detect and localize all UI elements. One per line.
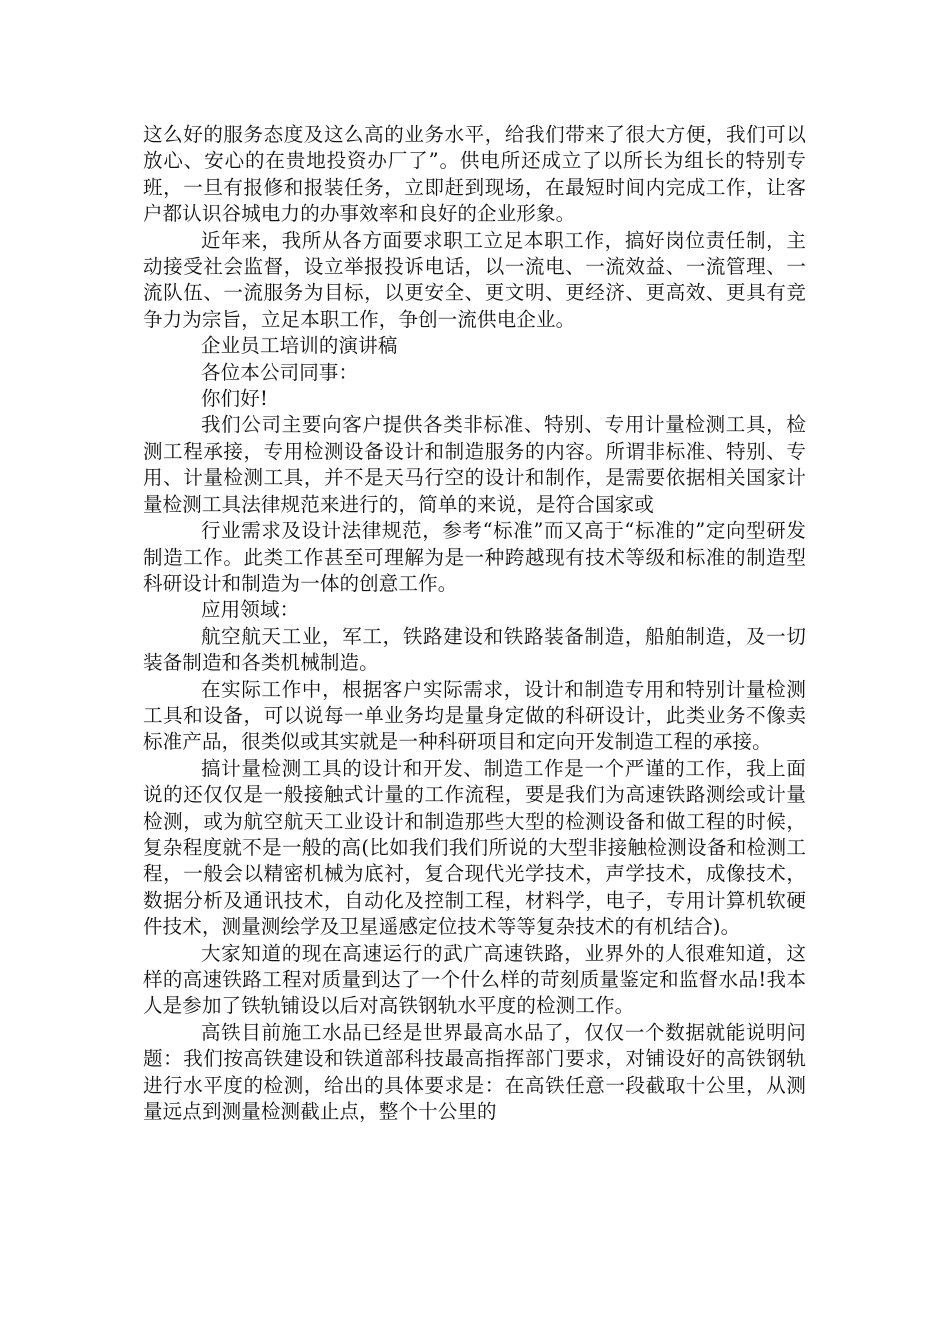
paragraph-actual-work: 在实际工作中，根据客户实际需求，设计和制造专用和特别计量检测工具和设备，可以说每一单业务均是量身定做的科研设计，此类业务不像卖标准产品，很类似或其实就是一种科研项目和定向开发制造工程的承接。 <box>143 677 806 754</box>
paragraph-high-speed-railway: 大家知道的现在高速运行的武广高速铁路，业界外的人很难知道，这样的高速铁路工程对质量到达了一个什么样的苛刻质量鉴定和监督水品!我本人是参加了铁轨铺设以后对高铁钢轨水平度的检测工作。 <box>143 941 806 1018</box>
paragraph-application-fields: 航空航天工业，军工，铁路建设和铁路装备制造，船舶制造，及一切装备制造和各类机械制造。 <box>143 624 806 675</box>
document-page <box>143 122 806 1125</box>
application-fields-heading: 应用领域： <box>201 598 300 622</box>
speech-title: 企业员工培训的演讲稿 <box>201 334 398 358</box>
greeting: 你们好! <box>201 387 268 411</box>
paragraph-service-attitude: 这么好的服务态度及这么高的业务水平，给我们带来了很大方便，我们可以放心、安心的在贵地投资办厂了”。供电所还成立了以所长为组长的特别专班，一旦有报修和报装任务，立即赶到现场，在最短时间内完成工作，让客户都认识谷城电力的办事效率和良好的企业形象。 <box>143 123 806 226</box>
paragraph-construction-quality: 高铁目前施工水品已经是世界最高水品了，仅仅一个数据就能说明问题：我们按高铁建设和铁道部科技最高指挥部门要求，对铺设好的高铁钢轨进行水平度的检测，给出的具体要求是：在高铁任意一段截取十公里，从测量远点到测量检测截止点，整个十公里的 <box>143 1020 806 1124</box>
salutation: 各位本公司同事： <box>201 360 359 384</box>
paragraph-design-development: 搞计量检测工具的设计和开发、制造工作是一个严谨的工作，我上面说的还仅仅是一般接触式计量的工作流程，要是我们为高速铁路测绘或计量检测，或为航空航天工业设计和制造那些大型的检测设备和做工程的时候，复杂程度就不是一般的高(比如我们我们所说的大型非接触检测设备和检测工程，一般会以精密机械为底衬，复合现代光学技术，声学技术，成像技术，数据分析及通讯技术，自动化及控制工程，材料学，电子，专用计算机软硬件技术，测量测绘学及卫星遥感定位技术等等复杂技术的有机结合)。 <box>143 756 806 939</box>
paragraph-industry-requirements: 行业需求及设计法律规范，参考“标准”而又高于“标准的”定向型研发制造工作。此类工作甚至可理解为是一种跨越现有技术等级和标准的制造型科研设计和制造为一体的创意工作。 <box>143 519 806 595</box>
paragraph-company-services: 我们公司主要向客户提供各类非标准、特别、专用计量检测工具，检测工程承接，专用检测设备设计和制造服务的内容。所谓非标准、特别、专用、计量检测工具，并不是天马行空的设计和制作，是需要依据相关国家计量检测工具法律规范来进行的，简单的来说，是符合国家或 <box>143 413 806 516</box>
paragraph-recent-years: 近年来，我所从各方面要求职工立足本职工作，搞好岗位责任制，主动接受社会监督，设立举报投诉电话，以一流电、一流效益、一流管理、一流队伍、一流服务为目标，以更安全、更文明、更经济、更高效、更具有竞争力为宗旨，立足本职工作，争创一流供电企业。 <box>143 228 806 331</box>
